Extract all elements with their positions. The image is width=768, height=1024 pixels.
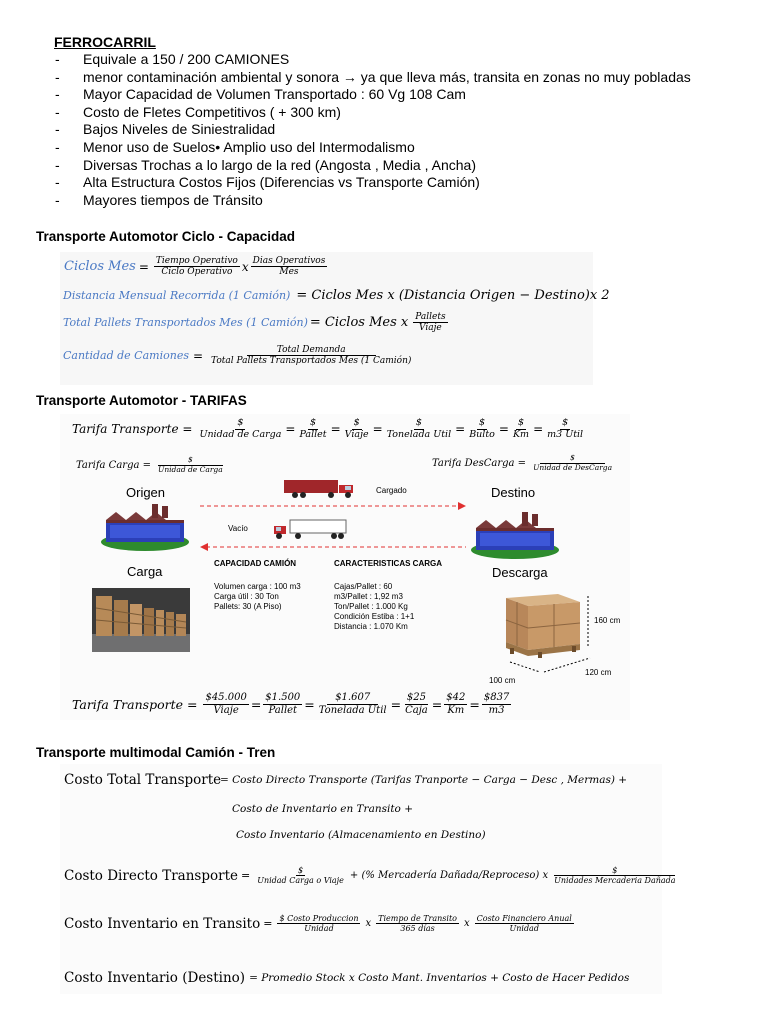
distancia-rhs: = Ciclos Mes x (Distancia Origen − Destino)x 2 xyxy=(296,288,610,303)
pallets-mid: = Ciclos Mes x xyxy=(309,315,409,331)
destino-label: Destino xyxy=(491,485,536,500)
vacio-label: Vacío xyxy=(228,524,248,533)
tarifa-carga-lhs: Tarifa Carga = xyxy=(76,459,151,471)
list-item: - Bajos Niveles de Siniestralidad xyxy=(55,121,755,139)
caracteristicas-line: m3/Pallet : 1,92 m3 xyxy=(334,592,403,601)
caracteristicas-list xyxy=(334,582,414,632)
frac-den: Ciclo Operativo xyxy=(161,267,233,278)
frac-den: Viaje xyxy=(344,428,369,440)
arrow-right-icon xyxy=(198,500,468,512)
costo-directo-mid: + (% Mercadería Dañada/Reproceso) x xyxy=(349,870,549,882)
warehouse-boxes-image xyxy=(92,588,190,652)
costo-inventario-destino-formula xyxy=(64,970,629,986)
frac-num: $ xyxy=(298,866,304,875)
dim-depth-label: 100 cm xyxy=(489,676,516,685)
frac-den: Bulto xyxy=(469,428,495,440)
frac-num: Dias Operativos xyxy=(252,256,326,266)
frac-num: $ xyxy=(540,454,605,464)
capacidad-line: Carga útil : 30 Ton xyxy=(214,592,279,601)
arrow-left-icon xyxy=(198,541,468,553)
caracteristicas-line: Condición Estiba : 1+1 xyxy=(334,612,415,621)
frac-den: Unidad de Carga xyxy=(158,464,223,474)
caracteristicas-line: Distancia : 1.070 Km xyxy=(334,622,408,631)
distancia-formula xyxy=(63,288,610,303)
list-item: - Diversas Trochas a lo largo de la red (Angosta , Media , Ancha) xyxy=(55,157,755,175)
multi-heading: Transporte multimodal Camión - Tren xyxy=(36,745,276,760)
frac-den: Viaje xyxy=(419,323,442,334)
frac-num: Tiempo Operativo xyxy=(155,256,238,266)
list-item: - Mayores tiempos de Tránsito xyxy=(55,192,755,210)
frac-den: Unidad xyxy=(509,924,539,934)
dim-height-label: 160 cm xyxy=(594,616,621,625)
tarifas-heading: Transporte Automotor - TARIFAS xyxy=(36,393,247,408)
ciclos-mes-formula: Ciclos Mes = $\frac{\text{Tiempo Operativo}}{\text{Ciclo Operativo}}$ x $\frac{\text{Dias Operativos}}{\text{Mes}}$ xyxy=(64,256,326,278)
frac-den: Caja xyxy=(405,704,428,716)
costo-total-line2: Costo de Inventario en Transito + xyxy=(232,803,414,815)
frac-den: 365 días xyxy=(400,924,435,934)
frac-num: $1.500 xyxy=(265,692,301,703)
frac-num: $ xyxy=(310,417,317,428)
frac-den: m3 xyxy=(488,704,505,716)
frac-num: $ xyxy=(415,417,422,428)
frac-den: Unidad xyxy=(304,924,334,934)
factory-destino-icon xyxy=(470,510,560,562)
capacidad-line: Pallets: 30 (A Piso) xyxy=(214,602,282,611)
descarga-label: Descarga xyxy=(492,565,548,580)
list-item: - Alta Estructura Costos Fijos (Diferencias vs Transporte Camión) xyxy=(55,174,755,192)
truck-empty-icon xyxy=(268,518,350,540)
origen-label: Origen xyxy=(126,485,166,500)
camiones-lhs: Cantidad de Camiones xyxy=(63,349,189,363)
ferro-list xyxy=(55,51,755,209)
list-item: - Menor uso de Suelos• Amplio uso del Intermodalismo xyxy=(55,139,755,157)
pallet-dimension-lines xyxy=(500,590,595,676)
frac-den: Tonelada Util xyxy=(386,428,452,440)
tarifa-final-formula: Tarifa Transporte = $\frac{\$45.000}{\text{Viaje}}$ = $\frac{\$1.500}{\text{Pallet}}$ = $\frac{\$1.607}{\text{Tonelada Util}}$ = $\frac{\$25}{\text{Caja}}$ = $\frac{\$42}{Km}$ = $\frac{\$837}{m3}$ xyxy=(72,692,510,716)
frac-den: Tonelada Util xyxy=(318,704,387,716)
frac-num: Tiempo de Transito xyxy=(378,914,457,923)
tarifa-final-lhs: Tarifa Transporte = xyxy=(72,696,198,712)
tarifa-lhs: Tarifa Transporte = xyxy=(72,422,193,437)
tarifa-transporte-formula: Tarifa Transporte = $\frac{\$}{\text{Unidad de Carga}}$ = $\frac{\$}{\text{Pallet}}$ = $\frac{\$}{\text{Viaje}}$ = $\frac{\$}{\text{Tonelada Util}}$ = $\frac{\$}{\text{Bulto}}$ = $\frac{\$}{Km}$ = $\frac{\$}{\text{m3 Util}}$ xyxy=(72,417,584,440)
capacidad-line: Volumen carga : 100 m3 xyxy=(214,582,301,591)
tarifa-descarga-lhs: Tarifa DesCarga = xyxy=(432,457,527,469)
ciclos-mes-lhs: Ciclos Mes xyxy=(64,259,136,275)
list-item: - menor contaminación ambiental y sonora → ya que lleva más, transita en zonas no muy pobladas xyxy=(55,69,755,87)
frac-num: $1.607 xyxy=(327,692,378,705)
frac-den: Unidades Mercaderia Dañada xyxy=(554,876,676,886)
costo-total-label: Costo Total Transporte xyxy=(64,772,222,788)
list-item: - Mayor Capacidad de Volumen Transportado : 60 Vg 108 Cam xyxy=(55,86,755,104)
frac-den: Mes xyxy=(279,267,299,278)
distancia-lhs: Distancia Mensual Recorrida (1 Camión) xyxy=(63,289,291,302)
frac-num: $ xyxy=(517,417,525,428)
frac-den: m3 Util xyxy=(547,428,584,440)
frac-num: $ xyxy=(237,417,244,428)
caracteristicas-line: Cajas/Pallet : 60 xyxy=(334,582,393,591)
caracteristicas-title: CARACTERISTICAS CARGA xyxy=(334,559,442,568)
truck-loaded-icon xyxy=(283,478,361,500)
costo-total-line1: = Costo Directo Transporte (Tarifas Tranporte − Carga − Desc , Mermas) + xyxy=(220,774,628,786)
costo-directo-formula: Costo Directo Transporte = $\frac{\$}{\text{Unidad Carga o Viaje}}$ + (% Mercadería Dañada/Reproceso) x $\frac{\$}{\text{Unidades Mercaderia Dañada}}$ xyxy=(64,866,676,886)
capacidad-title: CAPACIDAD CAMIÓN xyxy=(214,559,297,568)
frac-num: Pallets xyxy=(415,312,446,322)
frac-num: $ xyxy=(554,866,675,876)
list-item: - Equivale a 150 / 200 CAMIONES xyxy=(55,51,755,69)
tarifa-carga-formula xyxy=(76,456,227,474)
frac-den: Unidad de Carga xyxy=(199,428,282,440)
frac-num: $ xyxy=(353,417,360,428)
capacidad-list xyxy=(214,582,301,612)
pallets-formula xyxy=(63,312,450,334)
frac-num: $45.000 xyxy=(205,692,247,703)
frac-den: Unidad de DesCarga xyxy=(533,462,613,472)
frac-den: Viaje xyxy=(213,704,239,716)
ferro-title: FERROCARRIL xyxy=(54,34,156,50)
costo-directo-label: Costo Directo Transporte xyxy=(64,867,238,884)
costo-inventario-transito-formula: Costo Inventario en Transito = $\frac{\text{\$ Costo Produccion}}{\text{Unidad}}$ x $\frac{\text{Tiempo de Transito}}{\text{365 días}}$ x $\frac{\text{Costo Financiero Anual}}{\text{Unidad}}$ xyxy=(64,914,572,934)
factory-origen-icon xyxy=(100,502,190,554)
costo-destino-rhs: = Promedio Stock x Costo Mant. Inventarios + Costo de Hacer Pedidos xyxy=(249,972,630,984)
frac-num: $ Costo Produccion xyxy=(279,914,359,923)
frac-den: Km xyxy=(512,428,530,440)
frac-num: $ xyxy=(562,417,569,428)
costo-destino-label: Costo Inventario (Destino) xyxy=(64,970,246,986)
dim-width-label: 120 cm xyxy=(585,668,612,677)
tarifa-descarga-formula xyxy=(432,454,616,472)
frac-num: $ xyxy=(479,417,486,428)
caracteristicas-line: Ton/Pallet : 1.000 Kg xyxy=(334,602,408,611)
frac-den: Pallet xyxy=(268,704,298,716)
pallets-lhs: Total Pallets Transportados Mes (1 Camión) xyxy=(63,316,308,330)
frac-den: Total Pallets Transportados Mes (1 Camión) xyxy=(211,356,412,367)
frac-den: Pallet xyxy=(299,428,327,440)
costo-total-line3: Costo Inventario (Almacenamiento en Destino) xyxy=(236,829,486,841)
frac-num: $837 xyxy=(483,692,510,703)
ciclo-heading: Transporte Automotor Ciclo - Capacidad xyxy=(36,229,296,244)
list-item: - Costo de Fletes Competitivos ( + 300 km) xyxy=(55,104,755,122)
frac-num: $42 xyxy=(446,692,466,703)
frac-num: Total Demanda xyxy=(247,345,376,356)
camiones-formula: Cantidad de Camiones = $\frac{\text{Total Demanda}}{\text{Total Pallets Transportados Mes (1 Camión)}}$ xyxy=(63,345,412,367)
frac-den: Unidad Carga o Viaje xyxy=(257,876,344,886)
frac-den: Km xyxy=(447,704,465,716)
frac-num: $ xyxy=(158,456,223,466)
frac-num: $25 xyxy=(406,692,426,703)
frac-num: Costo Financiero Anual xyxy=(476,914,572,923)
cargado-label: Cargado xyxy=(376,486,407,495)
carga-label: Carga xyxy=(127,564,163,579)
costo-transito-label: Costo Inventario en Transito xyxy=(64,915,261,932)
